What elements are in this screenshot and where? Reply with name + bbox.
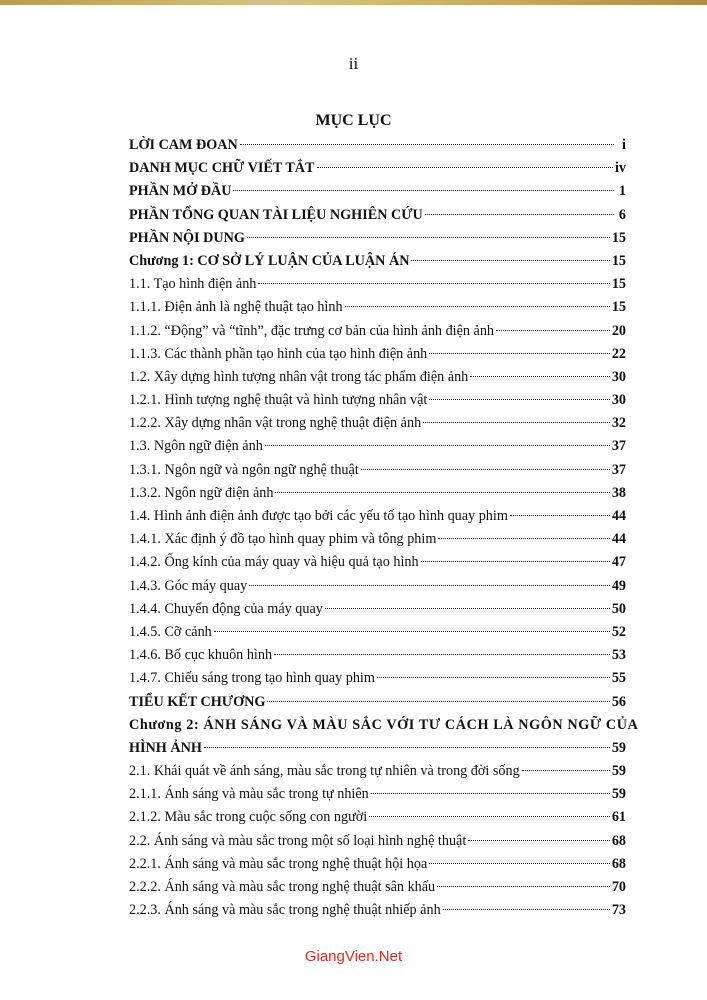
page-number: ii [348, 54, 359, 73]
toc-entry-label: 1.3.1. Ngôn ngữ và ngôn ngữ nghệ thuật [129, 461, 359, 478]
toc-entry-page: 30 [611, 392, 626, 409]
toc-entry[interactable] [129, 853, 626, 876]
toc-entry[interactable] [129, 459, 626, 482]
toc-entry[interactable] [129, 296, 626, 319]
dot-leader [425, 214, 614, 215]
toc-entry-label: DANH MỤC CHỮ VIẾT TẮT [129, 160, 315, 177]
dot-leader [258, 283, 609, 284]
toc-entry-label: 1.4.6. Bố cục khuôn hình [129, 647, 273, 664]
dot-leader [345, 306, 610, 307]
toc-entry-page: 1 [618, 183, 626, 200]
toc-entry-page: 68 [611, 855, 626, 872]
toc-entry-page: 47 [611, 554, 626, 571]
toc-entry-label: Chương 1: CƠ SỞ LÝ LUẬN CỦA LUẬN ÁN [129, 252, 410, 269]
toc-entry-page: 15 [611, 252, 626, 269]
toc-entry[interactable] [129, 227, 626, 250]
toc-entry-page: 44 [611, 531, 626, 548]
toc-entry-label: 2.2.1. Ánh sáng và màu sắc trong nghệ thuật hội họa [129, 855, 428, 872]
toc-entry-label: 1.4.5. Cỡ cảnh [129, 623, 212, 640]
toc-entry[interactable] [129, 644, 626, 667]
toc-entry-label: 1.2.1. Hình tượng nghệ thuật và hình tượng nhân vật [129, 392, 428, 409]
toc-entry-page: 20 [611, 322, 626, 339]
toc-entry-page: 37 [611, 461, 626, 478]
toc-section-2 [129, 760, 626, 922]
dot-leader [369, 816, 610, 817]
dot-leader [361, 469, 610, 470]
toc-entry[interactable] [129, 273, 626, 296]
toc-entry[interactable] [129, 899, 626, 922]
toc-entry-label: PHẦN MỞ ĐẦU [129, 183, 232, 200]
toc-entry-page: 30 [611, 368, 626, 385]
toc-entry-label: 1.1. Tạo hình điện ảnh [129, 276, 257, 293]
dot-leader [265, 445, 610, 446]
dot-leader [204, 747, 610, 748]
toc-entry-label: 1.4.3. Góc máy quay [129, 577, 248, 594]
dot-leader [275, 492, 609, 493]
toc-entry-page: 37 [611, 438, 626, 455]
toc-entry-label: PHẦN TỔNG QUAN TÀI LIỆU NGHIÊN CỨU [129, 206, 423, 223]
dot-leader [470, 376, 610, 377]
dot-leader [267, 701, 609, 702]
chapter-2-title-line-1: Chương 2: ÁNH SÁNG VÀ MÀU SẮC VỚI TƯ CÁCH LÀ NGÔN NGỮ CỦA [129, 716, 639, 733]
toc-entry-label: 1.4.2. Ống kính của máy quay và hiệu quả tạo hình [129, 554, 419, 571]
toc-entry[interactable] [129, 343, 626, 366]
toc-entry-label: TIỂU KẾT CHƯƠNG [129, 693, 266, 710]
toc-entry-label: 1.3. Ngôn ngữ điện ảnh [129, 438, 263, 455]
toc-entry-page: 6 [618, 206, 626, 223]
toc-entry-page: 56 [611, 693, 626, 710]
toc-entry-label: 2.2.3. Ánh sáng và màu sắc trong nghệ thuật nhiếp ảnh [129, 902, 441, 919]
toc-entry[interactable] [129, 621, 626, 644]
toc-entry[interactable] [129, 366, 626, 389]
dot-leader [247, 237, 610, 238]
toc-entry-page: 15 [611, 299, 626, 316]
dot-leader [423, 422, 610, 423]
chapter-2-page: 59 [611, 739, 626, 756]
dot-leader [510, 515, 610, 516]
toc-entry-label: 1.3.2. Ngôn ngữ điện ảnh [129, 484, 274, 501]
dot-leader [429, 353, 610, 354]
dot-leader [429, 863, 610, 864]
scan-top-edge [0, 0, 707, 5]
toc-entry[interactable] [129, 575, 626, 598]
dot-leader [437, 886, 610, 887]
toc-entry-page: 38 [611, 484, 626, 501]
toc-entry-label: 1.2.2. Xây dựng nhân vật trong nghệ thuật điện ảnh [129, 415, 422, 432]
dot-leader [522, 770, 610, 771]
toc-entry-page: 15 [611, 276, 626, 293]
toc-entry-page: iv [614, 160, 626, 177]
toc-entry-label: 1.1.1. Điện ảnh là nghệ thuật tạo hình [129, 299, 343, 316]
toc-section-1 [129, 134, 626, 714]
chapter-2-title-line-2-row [129, 737, 626, 760]
toc-entry[interactable] [129, 204, 626, 227]
dot-leader [214, 631, 610, 632]
dot-leader [377, 677, 610, 678]
toc-entry-label: 2.1. Khái quát về ánh sáng, màu sắc trong tự nhiên và trong đời sống [129, 763, 520, 780]
dot-leader [429, 399, 609, 400]
page-title: MỤC LỤC [315, 112, 392, 129]
table-of-contents [129, 134, 639, 922]
dot-leader [438, 538, 609, 539]
dot-leader [468, 840, 610, 841]
toc-entry-label: 1.2. Xây dựng hình tượng nhân vật trong tác phẩm điện ảnh [129, 368, 469, 385]
dot-leader [411, 260, 609, 261]
toc-entry[interactable] [129, 551, 626, 574]
toc-entry[interactable] [129, 412, 626, 435]
toc-entry-page: 55 [611, 670, 626, 687]
toc-entry[interactable] [129, 482, 626, 505]
toc-entry-label: 1.1.2. “Động” và “tĩnh”, đặc trưng cơ bản của hình ảnh điện ảnh [129, 322, 495, 339]
dot-leader [249, 585, 610, 586]
toc-entry-label: 1.4.7. Chiếu sáng trong tạo hình quay phim [129, 670, 375, 687]
toc-entry-page: 59 [611, 763, 626, 780]
toc-entry-page: 73 [611, 902, 626, 919]
toc-entry-page: 15 [611, 229, 626, 246]
watermark-site-name: GiangVien.Net [304, 948, 403, 965]
dot-leader [421, 561, 610, 562]
toc-entry-page: 50 [611, 600, 626, 617]
toc-entry[interactable] [129, 598, 626, 621]
toc-entry[interactable] [129, 180, 626, 203]
dot-leader [274, 654, 610, 655]
dot-leader [233, 190, 614, 191]
toc-entry[interactable] [129, 250, 626, 273]
toc-entry-page: 68 [611, 832, 626, 849]
toc-entry-label: 2.1.1. Ánh sáng và màu sắc trong tự nhiên [129, 786, 369, 803]
dot-leader [317, 167, 613, 168]
toc-entry[interactable] [129, 528, 626, 551]
toc-entry-label: 2.1.2. Màu sắc trong cuộc sống con người [129, 809, 368, 826]
dot-leader [496, 330, 610, 331]
toc-entry[interactable] [129, 134, 626, 157]
toc-entry-page: 49 [611, 577, 626, 594]
dot-leader [371, 793, 610, 794]
toc-entry-page: 61 [611, 809, 626, 826]
toc-entry-label: 2.2.2. Ánh sáng và màu sắc trong nghệ thuật sân khấu [129, 879, 436, 895]
toc-entry-label: PHẦN NỘI DUNG [129, 229, 245, 246]
toc-entry-page: 22 [611, 345, 626, 362]
toc-entry-page: 59 [611, 786, 626, 803]
toc-entry[interactable] [129, 760, 626, 783]
toc-entry[interactable] [129, 806, 626, 829]
toc-entry-page: 53 [611, 647, 626, 664]
toc-entry-page: 52 [611, 623, 626, 640]
toc-entry[interactable] [129, 505, 626, 528]
toc-entry-page: i [622, 137, 626, 153]
toc-entry[interactable] [129, 320, 626, 343]
toc-entry[interactable] [129, 830, 626, 853]
toc-entry-page: 70 [611, 879, 626, 895]
chapter-2-title-line-2: HÌNH ẢNH [129, 739, 202, 756]
toc-entry[interactable] [129, 435, 626, 458]
dot-leader [240, 144, 614, 145]
toc-entry-page: 32 [611, 415, 626, 432]
dot-leader [325, 608, 610, 609]
toc-entry-label: 1.4.4. Chuyển động của máy quay [129, 600, 323, 617]
toc-entry[interactable] [129, 389, 626, 412]
toc-entry[interactable] [129, 783, 626, 806]
toc-entry[interactable] [129, 157, 626, 180]
toc-entry[interactable] [129, 667, 626, 690]
toc-entry-label: LỜI CAM ĐOAN [129, 137, 238, 153]
toc-entry-label: 1.4.1. Xác định ý đồ tạo hình quay phim và tông phim [129, 531, 437, 548]
toc-entry-page: 44 [611, 508, 626, 524]
toc-entry[interactable] [129, 691, 626, 714]
toc-entry-label: 2.2. Ánh sáng và màu sắc trong một số loại hình nghệ thuật [129, 832, 467, 849]
toc-chapter-2-heading[interactable] [129, 714, 639, 760]
dot-leader [443, 909, 610, 910]
toc-entry-label: 1.1.3. Các thành phần tạo hình của tạo hình điện ảnh [129, 345, 428, 362]
toc-entry[interactable] [129, 876, 626, 899]
toc-entry-label: 1.4. Hình ảnh điện ảnh được tạo bởi các yếu tố tạo hình quay phim [129, 508, 508, 524]
